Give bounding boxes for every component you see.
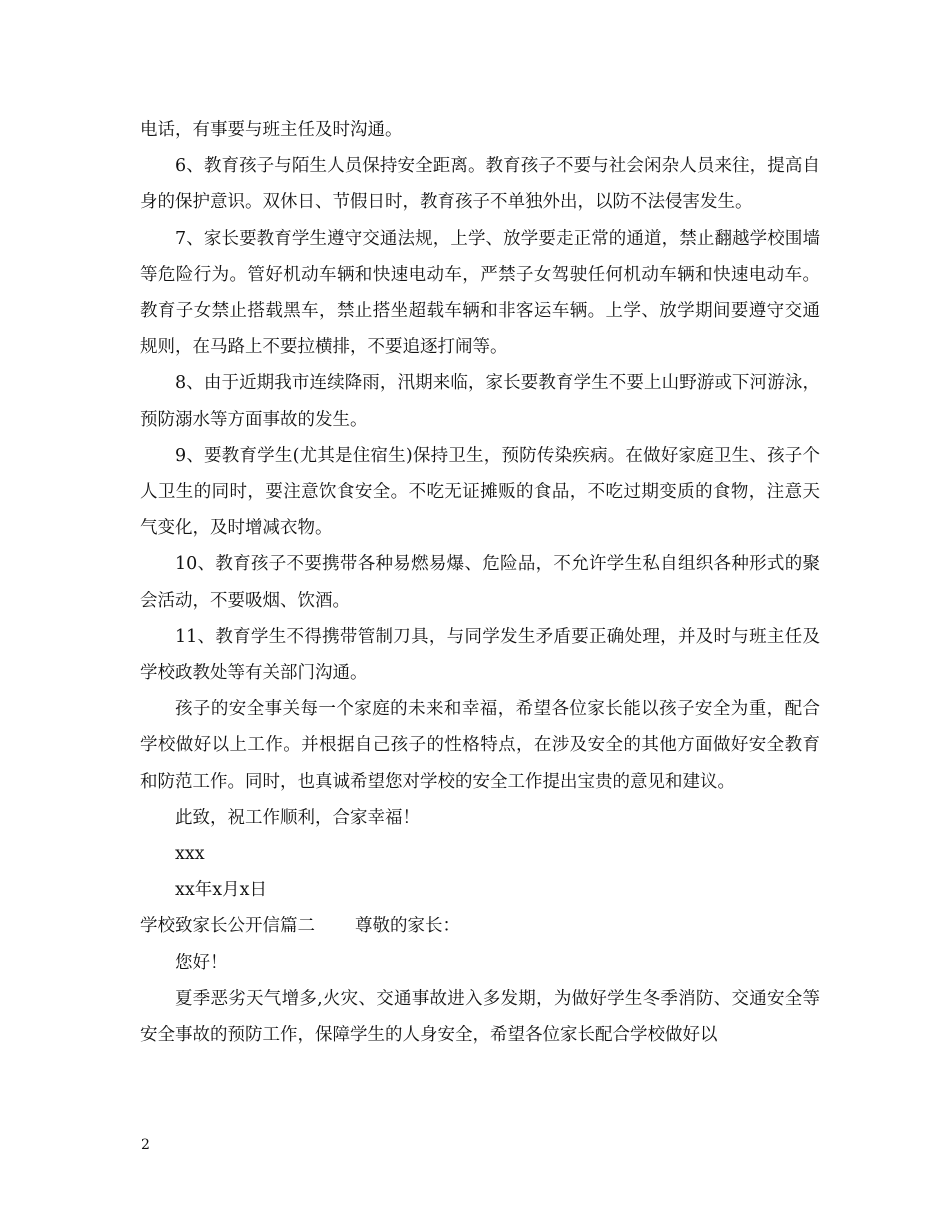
section-heading-line: [140, 908, 820, 944]
document-body: [140, 112, 820, 1053]
page-number: 2: [141, 1137, 150, 1153]
paragraph-conclusion: 孩子的安全事关每一个家庭的未来和幸福，希望各位家长能以孩子安全为重，配合学校做好以上工作。并根据自己孩子的性格特点，在涉及安全的其他方面做好安全教育和防范工作。同时，也真诚希望您对学校的安全工作提出宝贵的意见和建议。: [140, 699, 820, 792]
paragraph-item-10: 10、教育孩子不要携带各种易燃易爆、危险品，不允许学生私自组织各种形式的聚会活动，不要吸烟、饮酒。: [140, 554, 820, 611]
paragraph-item-11: 11、教育学生不得携带管制刀具，与同学发生矛盾要正确处理，并及时与班主任及学校政教处等有关部门沟通。: [140, 626, 820, 684]
greeting: 您好！: [175, 952, 228, 973]
paragraph-item-8: 8、由于近期我市连续降雨，汛期来临，家长要教育学生不要上山野游或下河游泳，预防溺水等方面事故的发生。: [140, 373, 820, 430]
closing-wish: 此致，祝工作顺利，合家幸福！: [175, 807, 420, 828]
paragraph-item-6: 6、教育孩子与陌生人员保持安全距离。教育孩子不要与社会闲杂人员来往，提高自身的保护意识。双休日、节假日时，教育孩子不单独外出，以防不法侵害发生。: [140, 156, 820, 213]
signature-name: xxx: [175, 844, 205, 865]
signature-date: xx年x月x日: [175, 880, 267, 901]
paragraph-item-9: 9、要教育学生(尤其是住宿生)保持卫生，预防传染疾病。在做好家庭卫生、孩子个人卫生的同时，要注意饮食安全。不吃无证摊贩的食品，不吃过期变质的食物，注意天气变化，及时增减衣物。: [140, 445, 820, 539]
section-title: 学校致家长公开信篇二: [140, 916, 315, 937]
paragraph-continuation: 电话，有事要与班主任及时沟通。: [140, 120, 403, 140]
paragraph-item-7: 7、家长要教育学生遵守交通法规，上学、放学要走正常的通道，禁止翻越学校围墙等危险行为。管好机动车辆和快速电动车，严禁子女驾驶任何机动车辆和快速电动车。教育子女禁止搭载黑车，禁止搭坐超载车辆和非客运车辆。上学、放学期间要遵守交通规则，在马路上不要拉横排，不要追逐打闹等。: [140, 228, 820, 358]
salutation: 尊敬的家长：: [355, 916, 460, 937]
paragraph-summer-safety: 夏季恶劣天气增多,火灾、交通事故进入多发期，为做好学生冬季消防、交通安全等安全事故的预防工作，保障学生的人身安全，希望各位家长配合学校做好以: [140, 988, 820, 1046]
